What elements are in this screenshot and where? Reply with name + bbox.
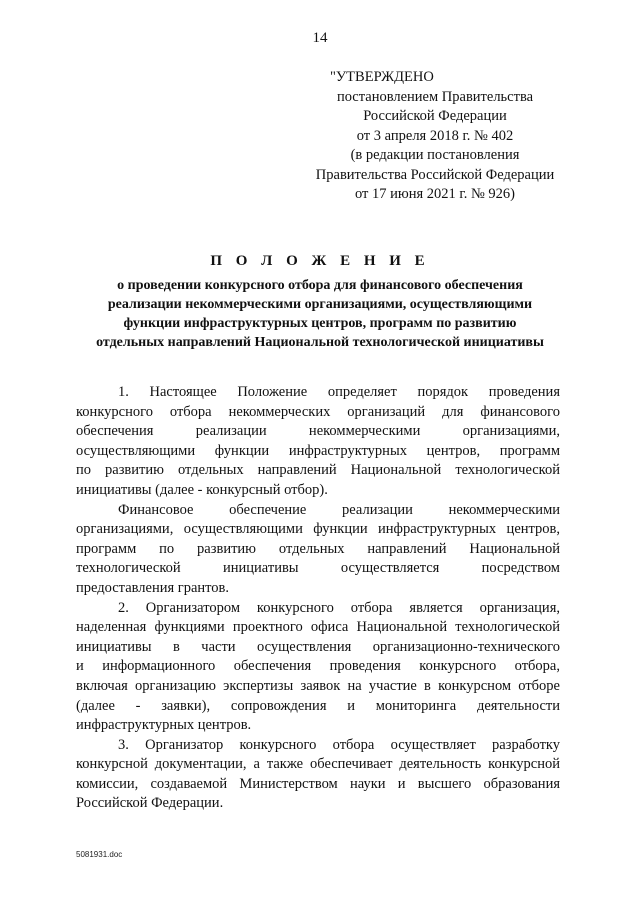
footer-filename: 5081931.doc bbox=[76, 850, 123, 859]
text-line: по развитию отдельных направлений Национальной технологической bbox=[76, 462, 560, 479]
text-line: 2. Организатором конкурсного отбора является организация, bbox=[118, 599, 560, 616]
text-line: включая организацию экспертизы заявок на участие в конкурсном отборе bbox=[76, 677, 560, 694]
text-line: обеспечения реализации некоммерческими организациями, bbox=[76, 423, 560, 440]
approval-line: Российской Федерации bbox=[363, 108, 507, 124]
text-line: комиссии, создаваемой Министерством науки и высшего образования bbox=[76, 775, 560, 792]
text-line: конкурсного отбора некоммерческих организаций для финансового bbox=[76, 403, 560, 420]
subtitle-line: отдельных направлений Национальной технологической инициативы bbox=[96, 335, 544, 350]
text-line: Российской Федерации. bbox=[76, 795, 224, 812]
paragraph-2 bbox=[76, 501, 560, 599]
document-subtitle bbox=[70, 276, 570, 352]
text-line: предоставления грантов. bbox=[76, 579, 230, 596]
subtitle-line: реализации некоммерческими организациями, осуществляющими bbox=[107, 297, 533, 312]
text-line: 3. Организатор конкурсного отбора осуществляет разработку bbox=[118, 736, 560, 753]
text-line: инициативы (далее - конкурсный отбор). bbox=[76, 481, 328, 498]
approval-line: "УТВЕРЖДЕНО bbox=[330, 69, 434, 85]
paragraph-1 bbox=[76, 383, 560, 501]
subtitle-line: функции инфраструктурных центров, программ по развитию bbox=[123, 316, 517, 331]
paragraph-3 bbox=[76, 599, 560, 736]
approval-block bbox=[300, 68, 570, 205]
page-number: 14 bbox=[312, 30, 328, 46]
text-line: (далее - заявки), сопровождения и мониторинга деятельности bbox=[76, 697, 560, 714]
text-line: организациями, осуществляющими функции инфраструктурных центров, bbox=[76, 521, 560, 538]
approval-line: (в редакции постановления bbox=[350, 147, 520, 163]
approval-line: постановлением Правительства bbox=[336, 88, 534, 105]
subtitle-line: о проведении конкурсного отбора для финансового обеспечения bbox=[117, 278, 523, 293]
text-line: инфраструктурных центров. bbox=[76, 717, 252, 734]
text-line: конкурсной документации, а также обеспечивает деятельность конкурсной bbox=[76, 756, 560, 773]
text-line: инициативы в части осуществления организационно-технического bbox=[76, 638, 560, 655]
document-title: П О Л О Ж Е Н И Е bbox=[210, 253, 430, 269]
approval-line: Правительства Российской Федерации bbox=[315, 166, 555, 183]
text-line: 1. Настоящее Положение определяет порядок проведения bbox=[118, 384, 560, 400]
text-line: Финансовое обеспечение реализации некоммерческими bbox=[118, 501, 560, 518]
approval-line: от 3 апреля 2018 г. № 402 bbox=[356, 127, 514, 144]
text-line: программ по развитию отдельных направлений Национальной bbox=[76, 540, 560, 557]
approval-line: от 17 июня 2021 г. № 926) bbox=[354, 186, 516, 202]
document-body bbox=[76, 383, 560, 814]
text-line: наделенная функциями проектного офиса Национальной технологической bbox=[76, 619, 560, 636]
text-line: технологической инициативы осуществляется посредством bbox=[76, 560, 560, 577]
text-line: и информационного обеспечения проведения конкурсного отбора, bbox=[76, 658, 560, 675]
text-line: осуществляющими функции инфраструктурных центров, программ bbox=[76, 442, 560, 459]
paragraph-4 bbox=[76, 736, 560, 814]
